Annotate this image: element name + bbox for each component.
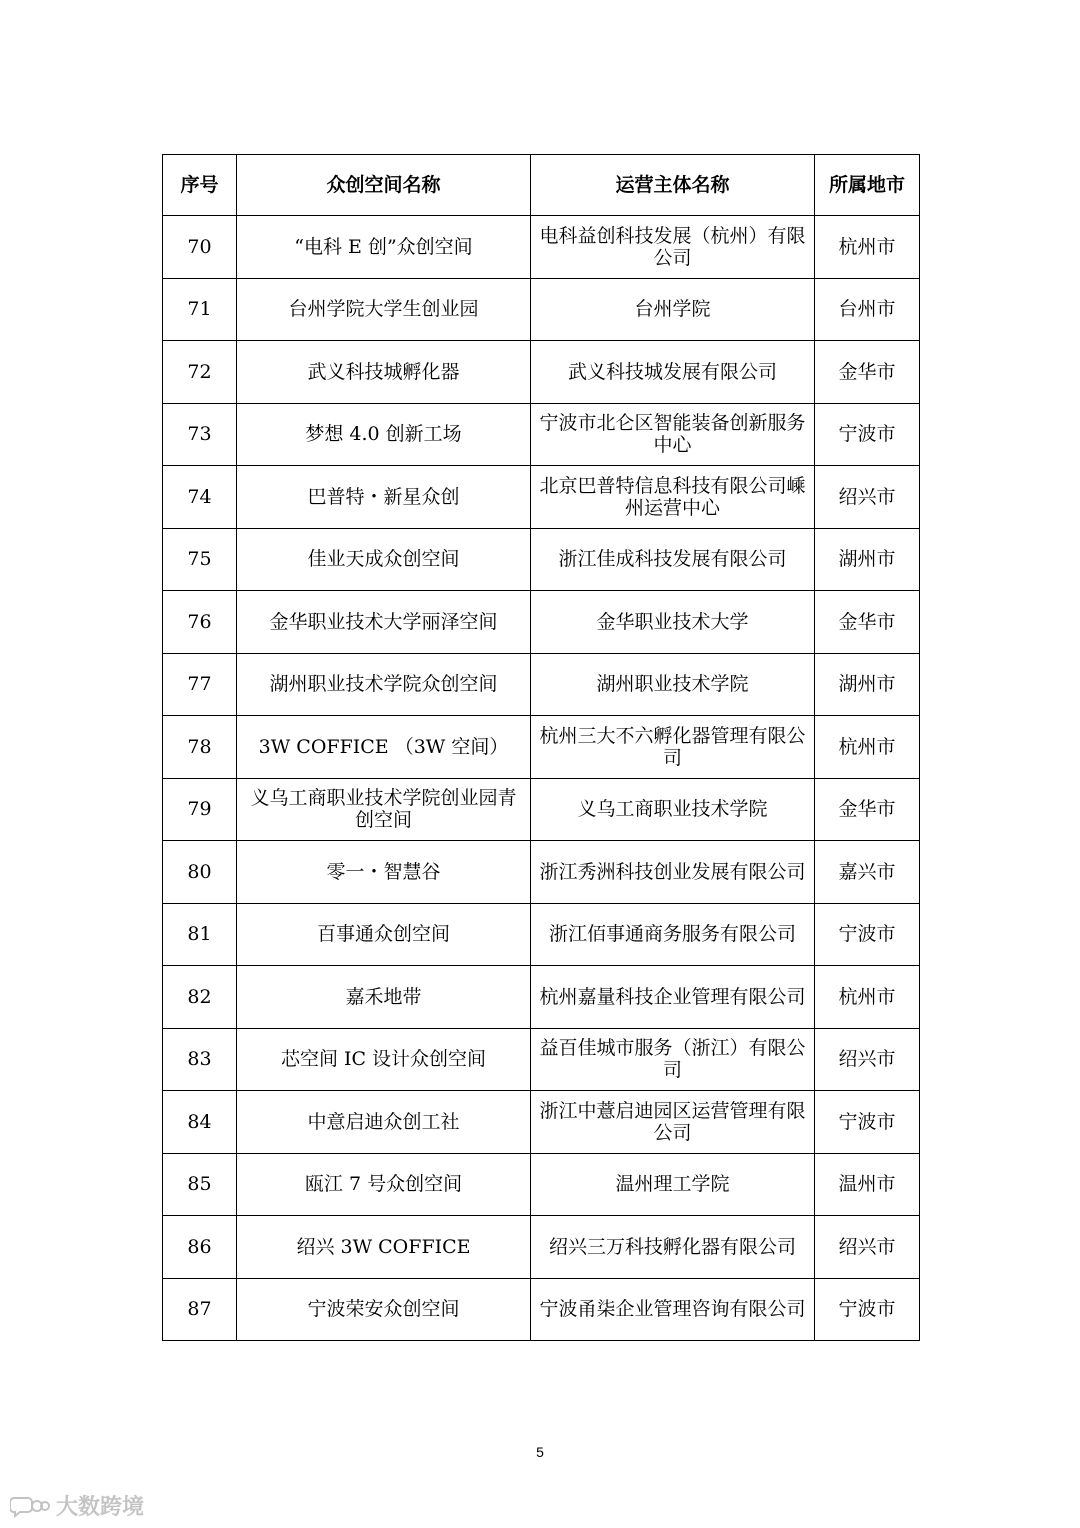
cell-space-name: 瓯江 7 号众创空间 [237, 1153, 531, 1216]
cell-operator-name: 浙江佳成科技发展有限公司 [531, 528, 815, 591]
cell-space-name: 义乌工商职业技术学院创业园青创空间 [237, 778, 531, 841]
table-row [163, 1091, 920, 1154]
cell-index: 72 [163, 341, 237, 404]
cell-operator-name: 湖州职业技术学院 [531, 653, 815, 716]
cell-space-name: 台州学院大学生创业园 [237, 278, 531, 341]
cell-operator-name: 温州理工学院 [531, 1153, 815, 1216]
cell-operator-name: 宁波甬柒企业管理咨询有限公司 [531, 1278, 815, 1341]
cell-index: 73 [163, 403, 237, 466]
cell-index: 86 [163, 1216, 237, 1279]
page-number: 5 [536, 1444, 544, 1460]
cell-space-name: 百事通众创空间 [237, 903, 531, 966]
cell-space-name: “电科 E 创”众创空间 [237, 216, 531, 279]
cell-operator-name: 电科益创科技发展（杭州）有限公司 [531, 216, 815, 279]
table-row [163, 1153, 920, 1216]
cell-city: 杭州市 [815, 966, 920, 1029]
cell-index: 81 [163, 903, 237, 966]
cell-space-name: 绍兴 3W COFFICE [237, 1216, 531, 1279]
cell-city: 金华市 [815, 341, 920, 404]
cell-index: 85 [163, 1153, 237, 1216]
table-row [163, 966, 920, 1029]
table-row [163, 216, 920, 279]
table-row [163, 716, 920, 779]
cell-city: 杭州市 [815, 216, 920, 279]
table-row [163, 1216, 920, 1279]
cell-operator-name: 北京巴普特信息科技有限公司嵊州运营中心 [531, 466, 815, 529]
cell-index: 78 [163, 716, 237, 779]
table-row [163, 466, 920, 529]
table-row [163, 653, 920, 716]
cell-city: 宁波市 [815, 903, 920, 966]
cell-index: 70 [163, 216, 237, 279]
cell-index: 75 [163, 528, 237, 591]
cell-operator-name: 浙江秀洲科技创业发展有限公司 [531, 841, 815, 904]
cell-index: 71 [163, 278, 237, 341]
watermark-text: 大数跨境 [56, 1495, 145, 1520]
table-row [163, 278, 920, 341]
cell-index: 74 [163, 466, 237, 529]
cell-operator-name: 杭州三大不六孵化器管理有限公司 [531, 716, 815, 779]
cell-index: 87 [163, 1278, 237, 1341]
cell-space-name: 宁波荣安众创空间 [237, 1278, 531, 1341]
cell-operator-name: 台州学院 [531, 278, 815, 341]
header-city: 所属地市 [815, 155, 920, 216]
cell-space-name: 梦想 4.0 创新工场 [237, 403, 531, 466]
chat-bubble-logo-icon [10, 1494, 50, 1518]
cell-operator-name: 绍兴三万科技孵化器有限公司 [531, 1216, 815, 1279]
cell-operator-name: 浙江中薏启迪园区运营管理有限公司 [531, 1091, 815, 1154]
cell-space-name: 湖州职业技术学院众创空间 [237, 653, 531, 716]
cell-city: 台州市 [815, 278, 920, 341]
cell-space-name: 中意启迪众创工社 [237, 1091, 531, 1154]
cell-space-name: 巴普特・新星众创 [237, 466, 531, 529]
cell-city: 金华市 [815, 591, 920, 654]
table-row [163, 403, 920, 466]
header-operator-name: 运营主体名称 [531, 155, 815, 216]
cell-index: 84 [163, 1091, 237, 1154]
cell-index: 79 [163, 778, 237, 841]
cell-city: 绍兴市 [815, 1216, 920, 1279]
table-row [163, 841, 920, 904]
cell-operator-name: 益百佳城市服务（浙江）有限公司 [531, 1028, 815, 1091]
cell-space-name: 佳业天成众创空间 [237, 528, 531, 591]
cell-city: 宁波市 [815, 1091, 920, 1154]
cell-city: 湖州市 [815, 653, 920, 716]
cell-city: 绍兴市 [815, 1028, 920, 1091]
cell-city: 金华市 [815, 778, 920, 841]
cell-city: 宁波市 [815, 403, 920, 466]
cell-operator-name: 杭州嘉量科技企业管理有限公司 [531, 966, 815, 1029]
cell-space-name: 嘉禾地带 [237, 966, 531, 1029]
table-row [163, 1278, 920, 1341]
table-row [163, 903, 920, 966]
cell-index: 82 [163, 966, 237, 1029]
cell-operator-name: 宁波市北仑区智能装备创新服务中心 [531, 403, 815, 466]
cell-space-name: 3W COFFICE （3W 空间） [237, 716, 531, 779]
cell-index: 77 [163, 653, 237, 716]
cell-city: 嘉兴市 [815, 841, 920, 904]
cell-index: 76 [163, 591, 237, 654]
cell-operator-name: 武义科技城发展有限公司 [531, 341, 815, 404]
header-index: 序号 [163, 155, 237, 216]
header-space-name: 众创空间名称 [237, 155, 531, 216]
table-row [163, 1028, 920, 1091]
table-row [163, 778, 920, 841]
cell-operator-name: 金华职业技术大学 [531, 591, 815, 654]
cell-city: 温州市 [815, 1153, 920, 1216]
cell-index: 80 [163, 841, 237, 904]
cell-city: 杭州市 [815, 716, 920, 779]
cell-space-name: 零一・智慧谷 [237, 841, 531, 904]
table-row [163, 341, 920, 404]
table-header-row [163, 155, 920, 216]
table-row [163, 591, 920, 654]
cell-space-name: 武义科技城孵化器 [237, 341, 531, 404]
incubator-table [162, 154, 920, 1341]
cell-city: 湖州市 [815, 528, 920, 591]
cell-operator-name: 义乌工商职业技术学院 [531, 778, 815, 841]
cell-space-name: 芯空间 IC 设计众创空间 [237, 1028, 531, 1091]
cell-index: 83 [163, 1028, 237, 1091]
table-row [163, 528, 920, 591]
cell-city: 宁波市 [815, 1278, 920, 1341]
cell-space-name: 金华职业技术大学丽泽空间 [237, 591, 531, 654]
cell-city: 绍兴市 [815, 466, 920, 529]
watermark [10, 1490, 144, 1521]
cell-operator-name: 浙江佰事通商务服务有限公司 [531, 903, 815, 966]
